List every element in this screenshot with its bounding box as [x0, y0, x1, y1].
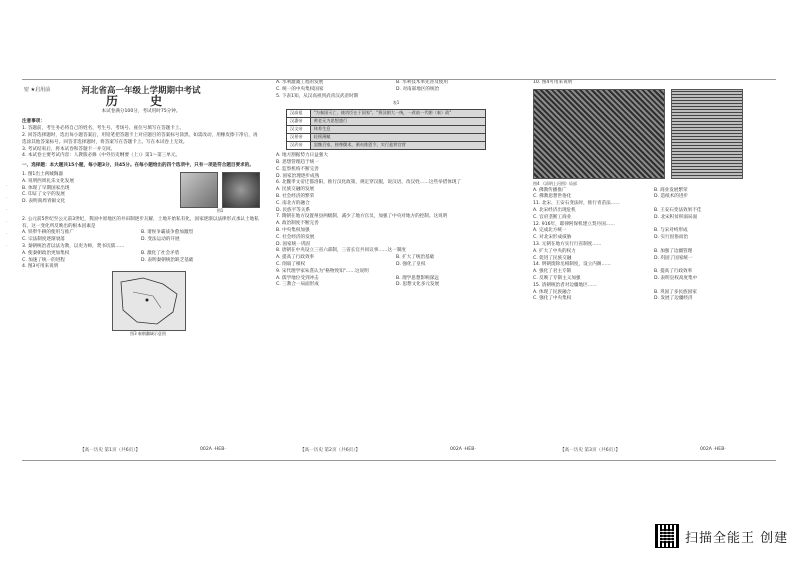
q15-option-d: D. 发展了边疆经济 [654, 296, 693, 302]
question-1: 1. 图1出土两城陶器 [22, 171, 63, 177]
q7-option-b: B. 中央集权加强 [276, 227, 310, 233]
q5-option-a: A. 地方割据势力日益强大 [276, 153, 328, 159]
table-row: 汉武帝 罢黜百家，独尊儒术，颁布推恩令，实行盐铁官营 [287, 142, 486, 150]
table-1-title: 表1 [392, 100, 400, 106]
q9-option-b: B. 理学思想影响深远 [396, 275, 439, 281]
page-1 [22, 80, 260, 460]
question-6: 6. 北魏孝文帝迁都洛阳，推行汉化政策，规定穿汉服，说汉语，改汉姓……这些举措体现了 [276, 180, 462, 186]
q1-option-d: D. 表明商周青铜文化 [22, 199, 66, 205]
q5-option-b: B. 思想管理趋于统一 [276, 159, 319, 165]
q14-option-b: B. 提高了行政效率 [654, 269, 693, 275]
text-scroll-image [671, 89, 743, 179]
q12-option-b: B. 与宋对峙形成 [654, 228, 688, 234]
q9-option-d: D. 思想文化多元发展 [396, 282, 440, 288]
q10-option-c: C. 佛教思想世俗化 [533, 194, 572, 200]
q2-option-d: D. 变法运动的开展 [141, 237, 180, 243]
q8-option-b: B. 扩大了统治基础 [396, 255, 435, 261]
notice-title: 注意事项： [22, 119, 45, 125]
question-3: 3. 秦朝统治者以法为教，以吏为师，焚书坑儒…… [22, 243, 125, 249]
question-13: 13. 元朝在地方实行行省制度…… [533, 241, 602, 247]
question-8: 8. 唐朝在中央设立三省六部制，三省长官共同议事……这一制度 [276, 248, 406, 254]
q11-option-d: D. 北宋积贫积弱局面 [654, 214, 698, 220]
q14-option-a: A. 强化了君主专制 [533, 269, 572, 275]
figure-4-caption: 图4 《清明上河图》局部 [533, 180, 577, 186]
bottom-rule [22, 460, 776, 461]
question-12: 12. 916年，耶律阿保机建立契丹国…… [533, 221, 615, 227]
figure-1-caption: 图1 [216, 207, 224, 213]
question-11: 11. 北宋、王安石变法时，推行青苗法…… [533, 201, 620, 207]
question-7: 7. 隋朝在地方设置州县两级制，减少了地方官员，加强了中央对地方的控制。这说明 [276, 214, 448, 220]
artifact-image-1 [180, 172, 218, 208]
question-15: 15. 清朝统治者对边疆地区…… [533, 282, 597, 288]
q11-option-a: A. 北宋经济出现危机 [533, 207, 576, 213]
q13-option-d: D. 巩固了国家统一 [654, 255, 693, 261]
figure-3-caption: 图3 秦朝疆域示意图 [130, 331, 166, 337]
q9-option-a: A. 儒学地位受到冲击 [276, 275, 319, 281]
q12-option-a: A. 完成北方统一 [533, 228, 567, 234]
scanner-watermark [655, 524, 788, 548]
table-row: 汉高祖 "为秦国灭亡，使功臣在于国家"，"将汉朝大一统，一改前一代朝（秦）政" [287, 110, 486, 118]
q7-option-c: C. 社会经济的发展 [276, 234, 315, 240]
q14-option-d: D. 表明皇权高度集中 [654, 275, 698, 281]
table-row: 汉惠帝 黄老无为思想盛行 [287, 118, 486, 126]
q6-option-b: B. 社会经济的繁荣 [276, 193, 315, 199]
q10-option-d: D. 造纸术的进步 [654, 194, 689, 200]
notice-1: 1. 答题前，考生务必将自己的姓名、考生号、考场号、座位号填写在答题卡上。 [22, 126, 185, 132]
q2-option-b: B. 诸侯争霸战争愈加激烈 [141, 230, 194, 236]
page-3-footer: 【高一历史 第3页（共6页）】 [560, 448, 621, 453]
map-figure [112, 271, 186, 331]
table-row: 汉景帝 轻徭薄赋 [287, 134, 486, 142]
question-14: 14. 明朝废除丞相制度，设立内阁…… [533, 262, 611, 268]
page-1-code: 002A ·HEB· [200, 447, 226, 452]
q5-option-d: D. 国家治理逐步成熟 [276, 173, 320, 179]
q12-option-d: D. 实行因俗而治 [654, 235, 689, 241]
q3-option-d: D. 表明秦朝统治缺乏基础 [141, 257, 194, 263]
exam-title: 河北省高一年级上学期期中考试 [81, 86, 201, 96]
q7-option-a: A. 政治制度不断完善 [276, 221, 319, 227]
q3-option-b: B. 激化了社会矛盾 [141, 250, 180, 256]
page-3-code: 002A ·HEB· [700, 447, 726, 452]
q13-option-c: C. 促进了民族交融 [533, 255, 572, 261]
q6-option-a: A. 民族交融的发展 [276, 187, 315, 193]
q11-option-b: B. 王安石变法效果不佳 [654, 207, 702, 213]
page-3 [533, 80, 775, 460]
artifact-image-2 [222, 172, 260, 208]
binding-margin: · · · · · · [6, 183, 8, 248]
q4-option-c: C. 统一的中央集权国家 [276, 86, 324, 92]
q15-option-c: C. 强化了中央集权 [533, 296, 572, 302]
scanner-label: 扫描全能王 创建 [685, 530, 789, 546]
q10-option-b: B. 商业发展繁荣 [654, 187, 688, 193]
q8-option-d: D. 强化了皇权 [396, 261, 426, 267]
notice-4: 4. 本试卷主要考试内容：人教版必修《中外历史纲要（上）》第1～第三单元。 [22, 153, 181, 159]
question-9: 9. 宋代理学家朱熹认为"格物致知"……这说明 [276, 268, 369, 274]
q15-option-b: B. 巩固了多民族国家 [654, 289, 697, 295]
q5-option-c: C. 监察机构不断完善 [276, 166, 319, 172]
q1-option-a: A. 说明西周礼乐文化发展 [22, 178, 74, 184]
q8-option-a: A. 提高了行政效率 [276, 255, 315, 261]
q1-option-b: B. 体现了早期国家出现 [22, 185, 70, 191]
table-row: 汉文帝 休养生息 [287, 126, 486, 134]
qr-code-icon [655, 524, 679, 548]
section-heading: 一、选择题：本大题共15小题，每小题3分，共45分。在每小题给出的四个选项中，只有一项是符合题目要求的。 [22, 163, 254, 169]
q1-option-c: C. 印证了文字的发展 [22, 192, 65, 198]
q6-option-d: D. 民族平等关系 [276, 207, 311, 213]
score-note: 本试卷满分100分，考试用时75分钟。 [101, 108, 181, 114]
q2-option-a: A. 铁犁牛耕的使用与推广 [22, 230, 74, 236]
q8-option-c: C. 削弱了相权 [276, 261, 306, 267]
subject-title: 历 史 [105, 93, 177, 108]
table-1 [286, 109, 486, 150]
page-2 [276, 80, 516, 460]
page-2-code: 002A ·HEB· [450, 447, 476, 452]
question-5: 5. 下表1知，从汉高祖到武帝汉武帝时期 [276, 93, 359, 99]
page-1-footer: 【高一历史 第1页（共6页）】 [80, 448, 141, 453]
question-2: 2. 公元前5世纪至公元前3世纪，我国中原地区的井田制逐步瓦解，土地开始私有化，国家逐渐以法律形式承认土地私有。这一变化所反映出的根本因素是 [22, 216, 259, 229]
q4-option-d: D. 对南部地区的统治 [396, 86, 440, 92]
q13-option-b: B. 加强了边疆管理 [654, 248, 693, 254]
q4-option-b: B. 水利技术率先普及使用 [396, 80, 449, 85]
q6-option-c: C. 南北方的融合 [276, 200, 310, 206]
q12-option-c: C. 对北宋形成威胁 [533, 235, 572, 241]
q11-option-c: C. 官府垄断工商业 [533, 214, 572, 220]
q4-option-a: A. 水利灌溉工程的发展 [276, 80, 324, 85]
map-outline-icon [113, 272, 185, 330]
secret-tag: 密 ★启用前 [24, 87, 51, 93]
q9-option-c: C. 三教合一局面形成 [276, 282, 319, 288]
question-10: 10. 图4可用来说明 [533, 80, 573, 85]
question-4: 4. 图3可用来说明 [22, 264, 59, 270]
q10-option-a: A. 佛教传播推广 [533, 187, 567, 193]
q7-option-d: D. 国家统一巩固 [276, 241, 311, 247]
q3-option-c: C. 加速了统一的进程 [22, 257, 65, 263]
painting-image [533, 89, 665, 179]
q13-option-a: A. 扩大了中央的权力 [533, 248, 576, 254]
page-2-footer: 【高一历史 第2页（共6页）】 [300, 448, 361, 453]
q2-option-c: C. 宗法制度逐渐衰落 [22, 237, 65, 243]
notice-2: 2. 回答选择题时，选出每小题答案后，用铅笔把答题卡上对应题目的答案标号涂黑。如需改动，用橡皮擦干净后，再选涂其他答案标号。回答非选择题时，将答案写在答题卡上。写在本试卷上无效。 [22, 132, 258, 145]
q3-option-a: A. 使秦朝政治更加集权 [22, 250, 70, 256]
notice-3: 3. 考试结束后，将本试卷和答题卡一并交回。 [22, 146, 116, 152]
q15-option-a: A. 体现了民族融合 [533, 289, 572, 295]
q14-option-c: C. 反映了专制主义加强 [533, 275, 581, 281]
